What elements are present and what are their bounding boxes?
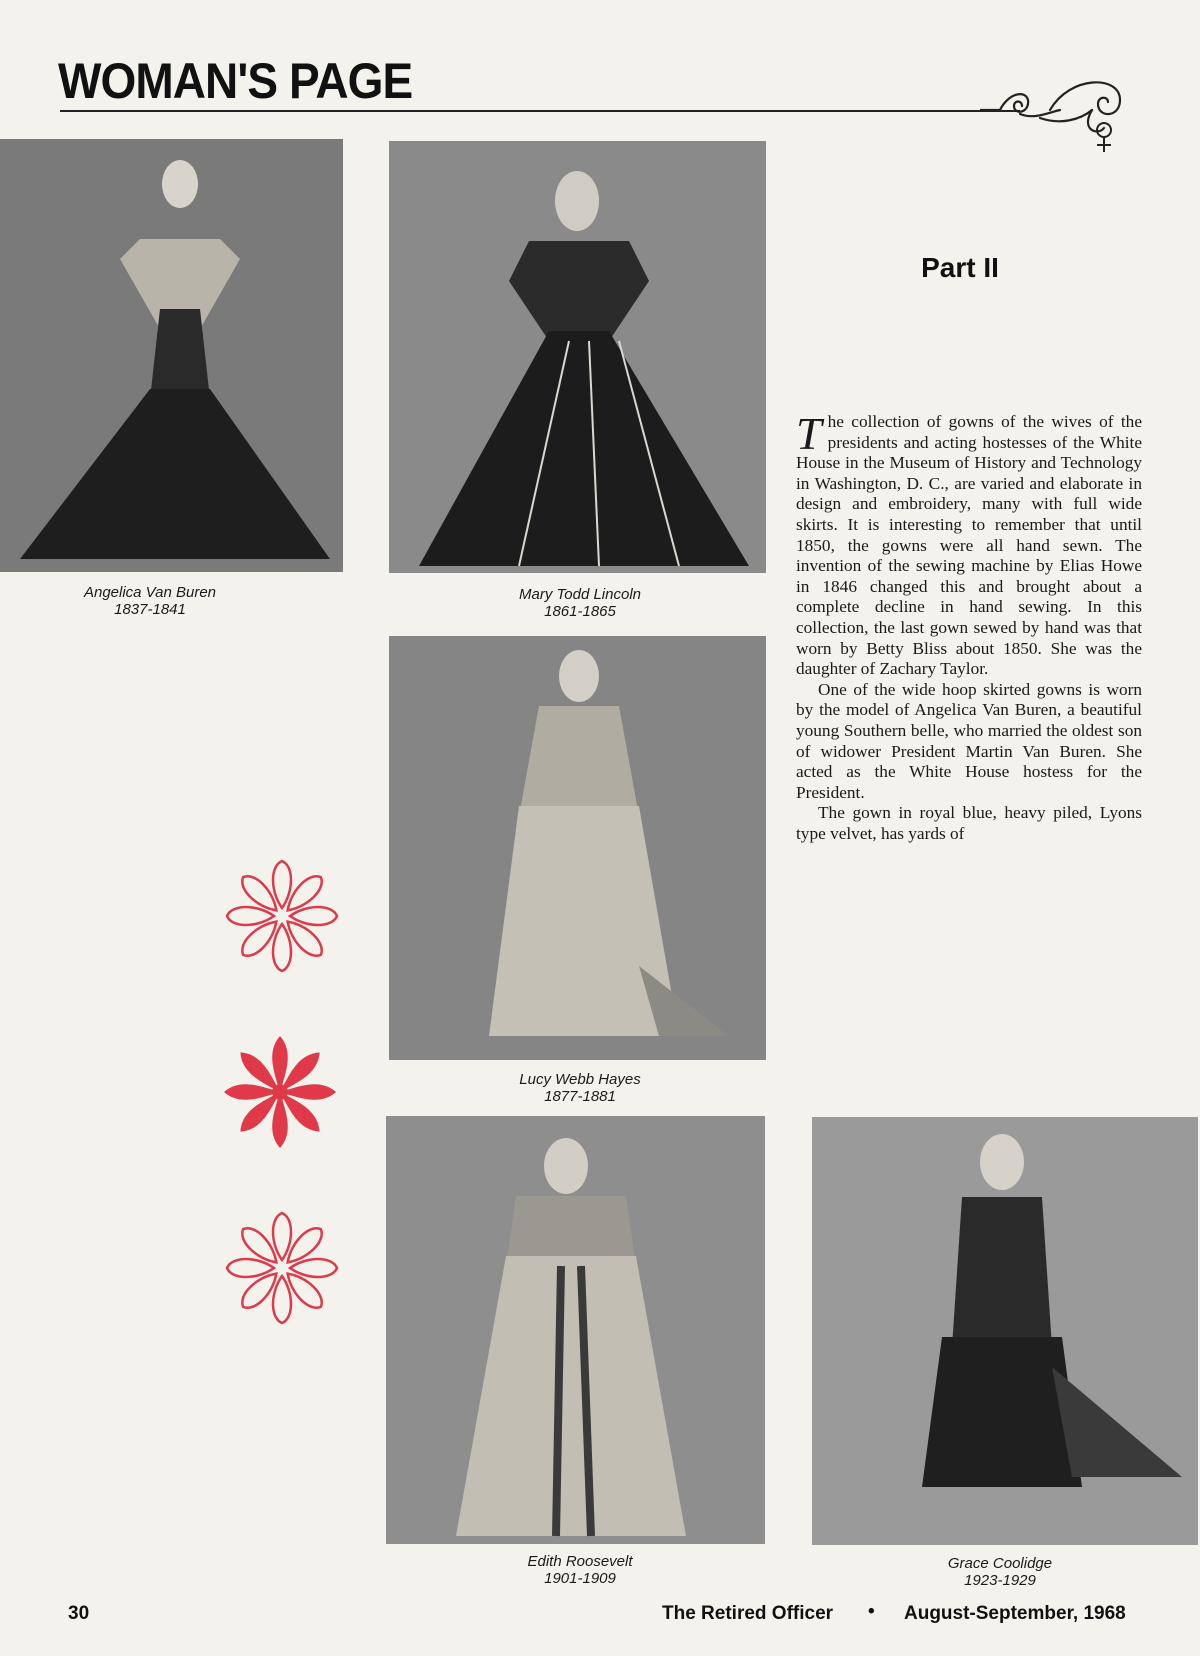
solid-flower-icon bbox=[220, 1032, 340, 1152]
photo-angelica-van-buren bbox=[0, 139, 343, 572]
footer-separator: • bbox=[868, 1601, 875, 1622]
caption-years: 1923-1929 bbox=[964, 1572, 1036, 1589]
photo-lucy-webb-hayes bbox=[389, 636, 766, 1060]
photo-edith-roosevelt bbox=[386, 1116, 765, 1544]
caption-name: Mary Todd Lincoln bbox=[518, 586, 641, 603]
photo-mary-todd-lincoln bbox=[389, 141, 766, 573]
outline-flower-icon bbox=[222, 1208, 342, 1328]
photo-grace-coolidge bbox=[812, 1117, 1198, 1545]
caption-name: Edith Roosevelt bbox=[527, 1553, 633, 1570]
caption-years: 1837-1841 bbox=[114, 601, 186, 618]
caption-name: Grace Coolidge bbox=[947, 1555, 1053, 1572]
issue-date: August-September, 1968 bbox=[904, 1603, 1126, 1624]
article-paragraph: One of the wide hoop skirted gowns is worn by the model of Angelica Van Buren, a beautiful young Southern belle, who married the oldest son of widower President Martin Van Buren. She acted as the White House hostess for the President. bbox=[796, 679, 1142, 802]
caption-name: Angelica Van Buren bbox=[83, 584, 217, 601]
page-title: WOMAN'S PAGE bbox=[58, 53, 413, 109]
article-paragraph bbox=[796, 408, 1142, 680]
publication-name: The Retired Officer bbox=[662, 1603, 834, 1624]
outline-flower-icon bbox=[222, 856, 342, 976]
scroll-ornament-icon bbox=[980, 70, 1150, 160]
article-paragraph-text: he collection of gowns of the wives of the presidents and acting hostesses of the White House in the Museum of History and Technology in Washington, D. C., are varied and elaborate in design and embroidery, many with full wide skirts. It is interesting to remember that until 1850, the gowns were all hand sewn. The invention of the sewing machine by Elias Howe in 1846 changed this and brought about a complete decline in hand sewing. In this collection, the last gown sewed by hand was that worn by Betty Bliss about 1850. She was the daughter of Zachary Taylor. bbox=[796, 412, 1142, 679]
article-body bbox=[796, 408, 1142, 844]
caption-years: 1877-1881 bbox=[544, 1088, 616, 1105]
caption-years: 1901-1909 bbox=[544, 1570, 616, 1587]
caption-years: 1861-1865 bbox=[544, 603, 616, 620]
caption-name: Lucy Webb Hayes bbox=[519, 1071, 641, 1088]
drop-cap: T bbox=[796, 408, 822, 459]
page-number: 30 bbox=[68, 1603, 90, 1624]
article-paragraph: The gown in royal blue, heavy piled, Lyons type velvet, has yards of bbox=[796, 803, 1142, 843]
section-heading: Part II bbox=[921, 252, 999, 283]
masthead-rule bbox=[60, 110, 1020, 112]
